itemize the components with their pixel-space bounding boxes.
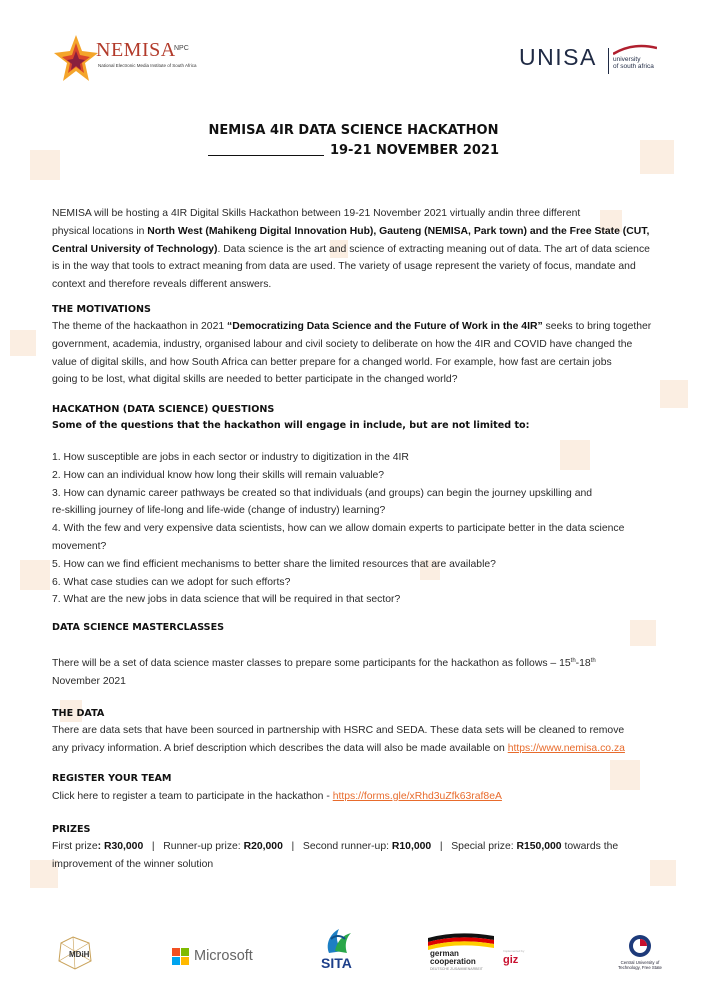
register-paragraph: Click here to register a team to participate in the hackathon - https://forms.gle/xRhd3uZfk63raf8eA — [52, 791, 502, 802]
data-heading: THE DATA — [52, 708, 105, 719]
cut-wordmark: Central University of Technology, Free State — [618, 960, 662, 970]
german-cooperation-text: german cooperation — [430, 949, 476, 966]
giz-implemented-by: Implemented by — [503, 949, 525, 953]
list-item: 5. How can we find efficient mechanisms to better share the limited resources that are available? — [52, 558, 496, 570]
german-cooperation-giz-logo — [428, 930, 558, 972]
german-flag-swoosh-icon — [428, 930, 494, 950]
list-item: 3. How can dynamic career pathways be created so that individuals (and groups) can begin the journey upskilling and — [52, 487, 593, 499]
cut-logo — [614, 934, 666, 976]
nemisa-logo — [52, 33, 202, 85]
unisa-tagline: university of south africa — [613, 56, 654, 71]
questions-list — [52, 449, 662, 609]
page-subtitle-date: 19-21 NOVEMBER 2021 — [0, 143, 707, 158]
unisa-wordmark: UNISA — [519, 44, 597, 70]
nemisa-wordmark: NEMISA — [96, 39, 176, 61]
giz-wordmark: giz — [503, 954, 519, 966]
list-item: 2. How can an individual know how long their skills will remain valuable? — [52, 469, 385, 481]
unisa-logo — [519, 44, 659, 80]
masterclasses-heading: DATA SCIENCE MASTERCLASSES — [52, 622, 225, 633]
nemisa-npc: NPC — [174, 45, 189, 52]
register-form-link[interactable]: https://forms.gle/xRhd3uZfk63raf8eA — [332, 791, 502, 802]
motivations-heading: THE MOTIVATIONS — [52, 304, 151, 315]
microsoft-grid-icon — [172, 948, 190, 966]
list-item: re-skilling journey of life-long and life-wide (change of industry) learning? — [52, 505, 386, 517]
sita-emblem-icon — [321, 925, 357, 955]
mdih-wordmark: MDiH — [69, 950, 90, 959]
mdih-logo — [55, 935, 103, 971]
microsoft-logo — [172, 948, 262, 968]
sita-logo — [321, 925, 361, 973]
title-underline — [208, 155, 324, 156]
list-item: 4. With the few and very expensive data scientists, how can we allow domain experts to participate better in the data science — [52, 523, 625, 535]
questions-subheading: Some of the questions that the hackathon will engage in include, but are not limited to: — [52, 420, 530, 431]
list-item: movement? — [52, 540, 107, 552]
list-item: 6. What case studies can we adopt for such efforts? — [52, 576, 291, 588]
nemisa-star-icon — [52, 33, 100, 83]
motivations-paragraph: The theme of the hackaathon in 2021 “Democratizing Data Science and the Future of Work in the 4IR” seeks to bring together government, academia, industry, organised labour and civil society to deliberate on how the 4IR and COVID have changed the value of digital skills, and how South Africa can better prepare for a changed world. For example, how fast are certain jobs going to be lost, what digital skills are needed to better participate in the changed world? — [52, 321, 652, 386]
unisa-swoosh-icon — [613, 44, 657, 56]
page-title: NEMISA 4IR DATA SCIENCE HACKATHON — [208, 123, 499, 138]
prizes-heading: PRIZES — [52, 824, 91, 835]
data-paragraph: There are data sets that have been sourced in partnership with HSRC and SEDA. These data sets will be cleaned to remove any privacy information. A brief description which describes the data will also be made available on https://www.nemisa.co.za — [52, 725, 625, 754]
register-heading: REGISTER YOUR TEAM — [52, 773, 172, 784]
cut-emblem-icon — [628, 934, 652, 958]
nemisa-website-link[interactable]: https://www.nemisa.co.za — [507, 742, 625, 754]
masterclasses-paragraph: There will be a set of data science master classes to prepare some participants for the hackathon as follows – 15th-18th November 2021 — [52, 658, 596, 687]
nemisa-subtitle: National Electronic Media Institute of South Africa — [98, 63, 197, 68]
prizes-paragraph: First prize: R30,000 | Runner-up prize: R20,000 | Second runner-up: R10,000 | Special prize: R150,000 towards the improvement of the winner solution — [52, 841, 619, 870]
list-item: 1. How susceptible are jobs in each sector or industry to digitization in the 4IR — [52, 452, 409, 463]
sita-wordmark: SITA — [321, 955, 352, 971]
unisa-divider — [608, 48, 609, 74]
list-item: 7. What are the new jobs in data science that will be required in that sector? — [52, 594, 401, 606]
microsoft-wordmark: Microsoft — [194, 948, 253, 964]
german-cooperation-small: DEUTSCHE ZUSAMMENARBEIT — [430, 967, 483, 971]
questions-heading: HACKATHON (DATA SCIENCE) QUESTIONS — [52, 404, 275, 415]
intro-paragraph: NEMISA will be hosting a 4IR Digital Skills Hackathon between 19-21 November 2021 virtually andin three different physical locations in North West (Mahikeng Digital Innovation Hub), Gauteng (NEMISA, Park town) and the Free State (CUT, Central University of Technology). Data science is the art and science of extracting meaning out of data. The art of data science is in the way that tools to extract meaning from data are used. The variety of usage represent the variety of focus, mandate and context and therefore reveals different answers. — [52, 208, 650, 291]
